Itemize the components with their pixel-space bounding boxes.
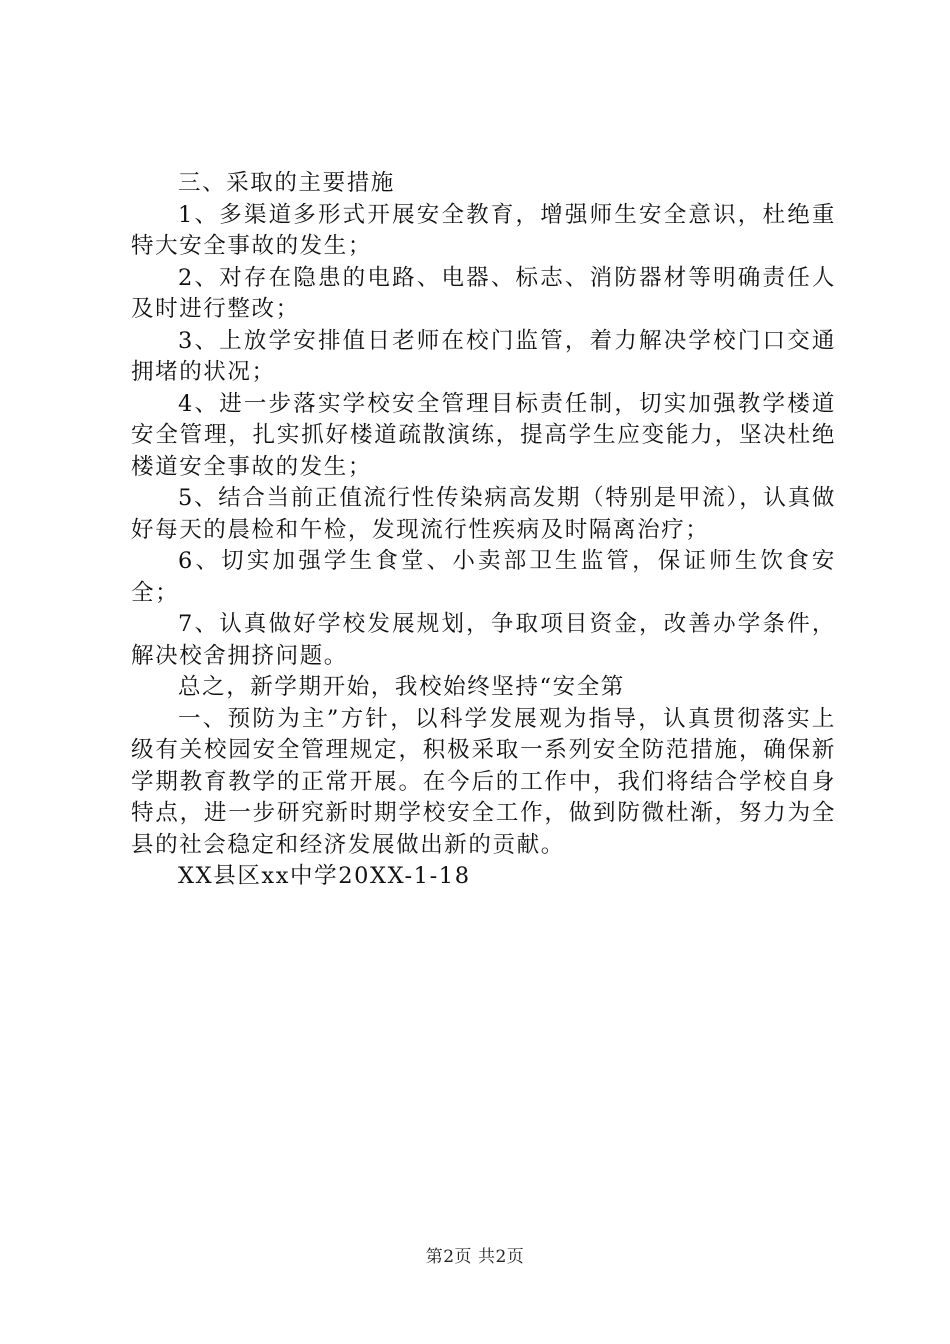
document-body <box>131 168 836 893</box>
section-heading: 三、采取的主要措施 <box>178 170 395 196</box>
summary-paragraph-continued: 一、预防为主”方针，以科学发展观为指导，认真贯彻落实上级有关校园安全管理规定，积极采取一系列安全防范措施，确保新学期教育教学的正常开展。在今后的工作中，我们将结合学校自身特点，进一步研究新时期学校安全工作，做到防微杜渐，努力为全县的社会稳定和经济发展做出新的贡献。 <box>131 705 836 858</box>
page-number-footer: 第2页 共2页 <box>425 1247 525 1267</box>
summary-paragraph-start: 总之，新学期开始，我校始终坚持“安全第 <box>178 674 625 700</box>
signature-line: XX县区xx中学20XX-1-18 <box>178 863 471 889</box>
measure-item-7: 7、认真做好学校发展规划，争取项目资金，改善办学条件，解决校舍拥挤问题。 <box>131 611 836 669</box>
measure-item-1: 1、多渠道多形式开展安全教育，增强师生安全意识，杜绝重特大安全事故的发生； <box>131 201 836 259</box>
measure-item-6: 6、切实加强学生食堂、小卖部卫生监管，保证师生饮食安全； <box>131 548 836 606</box>
measure-item-4: 4、进一步落实学校安全管理目标责任制，切实加强教学楼道安全管理，扎实抓好楼道疏散演练，提高学生应变能力，坚决杜绝楼道安全事故的发生； <box>131 390 836 480</box>
measure-item-5: 5、结合当前正值流行性传染病高发期（特别是甲流），认真做好每天的晨检和午检，发现流行性疾病及时隔离治疗； <box>131 485 836 543</box>
measure-item-2: 2、对存在隐患的电路、电器、标志、消防器材等明确责任人及时进行整改； <box>131 264 836 322</box>
measure-item-3: 3、上放学安排值日老师在校门监管，着力解决学校门口交通拥堵的状况； <box>131 327 836 385</box>
